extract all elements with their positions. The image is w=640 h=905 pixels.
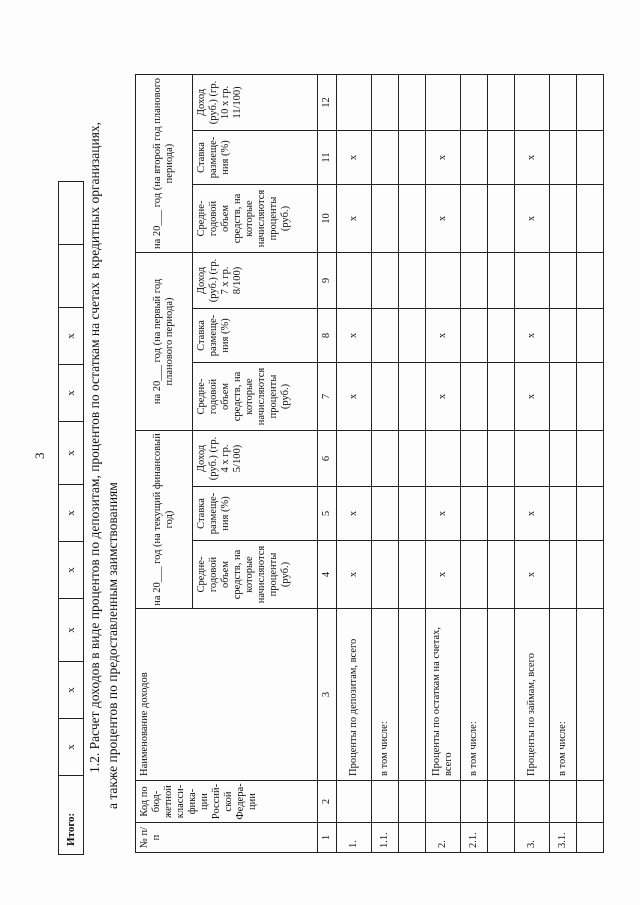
- total-cell: x: [59, 308, 84, 365]
- row-value-cell: x: [515, 541, 550, 609]
- row-value-cell: [550, 309, 577, 363]
- row-value-cell: [399, 253, 426, 309]
- row-value-cell: [461, 309, 488, 363]
- row-value-cell: [550, 75, 577, 131]
- col-number: 4: [318, 541, 337, 609]
- section-heading: [86, 19, 122, 809]
- header-volume: Среднегодовой объем средств, на которые начисляются проценты (руб.): [193, 185, 318, 253]
- row-value-cell: [488, 363, 515, 431]
- row-code-cell: [399, 781, 426, 823]
- row-value-cell: [372, 185, 399, 253]
- row-value-cell: [577, 253, 604, 309]
- row-value-cell: [550, 363, 577, 431]
- row-value-cell: x: [426, 363, 461, 431]
- heading-line-1: 1.2. Расчет доходов в виде процентов по депозитам, процентов по остаткам на счетах в кредитных организациях,: [87, 121, 102, 773]
- row-number-cell: 1.: [337, 823, 372, 853]
- row-value-cell: [577, 75, 604, 131]
- row-code-cell: [461, 781, 488, 823]
- row-value-cell: [399, 541, 426, 609]
- col-number: 6: [318, 431, 337, 487]
- header-code: Код по бюджетной классификации Российской Федерации: [136, 781, 318, 823]
- row-value-cell: [488, 253, 515, 309]
- row-value-cell: [461, 431, 488, 487]
- row-value-cell: [399, 131, 426, 185]
- row-value-cell: x: [515, 487, 550, 541]
- table-row: [399, 75, 426, 853]
- col-number: 8: [318, 309, 337, 363]
- header-income: Доход (руб.) (гр. 7 х гр. 8/100): [193, 253, 318, 309]
- row-value-cell: [488, 185, 515, 253]
- row-value-cell: x: [426, 185, 461, 253]
- heading-line-2: а также процентов по предоставленным заимствованиям: [105, 482, 120, 809]
- page-number: 3: [32, 452, 47, 459]
- header-volume: Среднегодовой объем средств, на которые начисляются проценты (руб.): [193, 541, 318, 609]
- col-number: 10: [318, 185, 337, 253]
- row-value-cell: [577, 541, 604, 609]
- row-value-cell: [461, 363, 488, 431]
- header-volume: Среднегодовой объем средств, на которые начисляются проценты (руб.): [193, 363, 318, 431]
- table-row: [488, 75, 515, 853]
- row-value-cell: x: [515, 131, 550, 185]
- row-number-cell: 1.1.: [372, 823, 399, 853]
- table-row: [337, 75, 372, 853]
- row-code-cell: [577, 781, 604, 823]
- header-num: № п/п: [136, 823, 318, 853]
- row-value-cell: [372, 253, 399, 309]
- row-name-cell: [399, 609, 426, 781]
- row-value-cell: [550, 185, 577, 253]
- total-cell: x: [59, 662, 84, 719]
- total-cell: [59, 245, 84, 308]
- header-period-1: на 20___ год (на текущий финансовый год): [136, 431, 193, 609]
- row-value-cell: [577, 431, 604, 487]
- row-name-cell: в том числе:: [372, 609, 399, 781]
- row-number-cell: [399, 823, 426, 853]
- row-value-cell: [488, 131, 515, 185]
- col-number: 1: [318, 823, 337, 853]
- row-code-cell: [550, 781, 577, 823]
- table-row: [515, 75, 550, 853]
- row-value-cell: [337, 75, 372, 131]
- row-name-cell: Проценты по займам, всего: [515, 609, 550, 781]
- row-value-cell: [550, 541, 577, 609]
- row-code-cell: [337, 781, 372, 823]
- row-number-cell: [488, 823, 515, 853]
- row-name-cell: в том числе:: [550, 609, 577, 781]
- total-cell: x: [59, 542, 84, 599]
- row-value-cell: [461, 253, 488, 309]
- row-value-cell: [577, 131, 604, 185]
- row-value-cell: [399, 363, 426, 431]
- table-row: [372, 75, 399, 853]
- row-value-cell: [372, 363, 399, 431]
- row-value-cell: [515, 75, 550, 131]
- col-number: 12: [318, 75, 337, 131]
- row-value-cell: [399, 75, 426, 131]
- row-value-cell: [461, 131, 488, 185]
- row-value-cell: [461, 75, 488, 131]
- total-cell: x: [59, 599, 84, 662]
- row-value-cell: x: [426, 131, 461, 185]
- total-label: Итого:: [59, 776, 84, 855]
- row-value-cell: [550, 487, 577, 541]
- row-value-cell: [550, 131, 577, 185]
- row-value-cell: [372, 487, 399, 541]
- row-value-cell: [488, 309, 515, 363]
- row-value-cell: [372, 131, 399, 185]
- row-value-cell: x: [426, 541, 461, 609]
- row-value-cell: x: [337, 131, 372, 185]
- row-number-cell: 2.: [426, 823, 461, 853]
- row-value-cell: x: [337, 309, 372, 363]
- total-row: [59, 182, 84, 855]
- row-value-cell: [488, 75, 515, 131]
- row-name-cell: Проценты по остаткам на счетах, всего: [426, 609, 461, 781]
- row-value-cell: [488, 431, 515, 487]
- row-value-cell: [399, 431, 426, 487]
- row-value-cell: x: [337, 487, 372, 541]
- row-value-cell: [399, 309, 426, 363]
- row-value-cell: [399, 487, 426, 541]
- table-row: [426, 75, 461, 853]
- header-row-1: [136, 75, 193, 853]
- header-rate: Ставка размещения (%): [193, 487, 318, 541]
- header-period-2: на 20___ год (на первый год планового периода): [136, 253, 193, 431]
- row-value-cell: [488, 487, 515, 541]
- row-code-cell: [372, 781, 399, 823]
- header-period-3: на 20___ год (на второй год планового периода): [136, 75, 193, 253]
- row-value-cell: x: [337, 363, 372, 431]
- row-value-cell: x: [337, 541, 372, 609]
- row-value-cell: [372, 431, 399, 487]
- row-value-cell: [461, 185, 488, 253]
- col-number: 11: [318, 131, 337, 185]
- row-value-cell: [372, 541, 399, 609]
- row-value-cell: [426, 431, 461, 487]
- total-cell: x: [59, 719, 84, 776]
- row-code-cell: [426, 781, 461, 823]
- table-row: [550, 75, 577, 853]
- col-number: 2: [318, 781, 337, 823]
- row-value-cell: x: [515, 363, 550, 431]
- row-value-cell: [337, 431, 372, 487]
- column-numbers-row: [318, 75, 337, 853]
- row-name-cell: в том числе:: [461, 609, 488, 781]
- total-cell: [59, 182, 84, 245]
- row-value-cell: [515, 431, 550, 487]
- header-name: Наименование доходов: [136, 609, 318, 781]
- row-value-cell: [461, 487, 488, 541]
- header-rate: Ставка размещения (%): [193, 309, 318, 363]
- total-cell: x: [59, 485, 84, 542]
- row-name-cell: [488, 609, 515, 781]
- row-code-cell: [515, 781, 550, 823]
- col-number: 9: [318, 253, 337, 309]
- row-value-cell: [577, 309, 604, 363]
- total-table: [58, 181, 84, 855]
- income-table: [135, 74, 604, 853]
- row-value-cell: x: [426, 487, 461, 541]
- row-name-cell: [577, 609, 604, 781]
- row-value-cell: x: [337, 185, 372, 253]
- row-value-cell: x: [515, 185, 550, 253]
- row-number-cell: [577, 823, 604, 853]
- row-value-cell: x: [426, 309, 461, 363]
- header-rate: Ставка размещения (%): [193, 131, 318, 185]
- row-value-cell: [372, 309, 399, 363]
- total-cell: x: [59, 422, 84, 485]
- row-value-cell: [577, 487, 604, 541]
- row-value-cell: [577, 185, 604, 253]
- row-value-cell: [550, 253, 577, 309]
- row-value-cell: [399, 185, 426, 253]
- row-value-cell: [550, 431, 577, 487]
- col-number: 3: [318, 609, 337, 781]
- table-row: [461, 75, 488, 853]
- row-value-cell: [426, 253, 461, 309]
- row-number-cell: 2.1.: [461, 823, 488, 853]
- row-name-cell: Проценты по депозитам, всего: [337, 609, 372, 781]
- row-value-cell: x: [515, 309, 550, 363]
- row-value-cell: [461, 541, 488, 609]
- data-rows: [337, 75, 604, 853]
- row-number-cell: 3.: [515, 823, 550, 853]
- row-value-cell: [488, 541, 515, 609]
- col-number: 5: [318, 487, 337, 541]
- total-cell: x: [59, 365, 84, 422]
- row-value-cell: [515, 253, 550, 309]
- table-row: [577, 75, 604, 853]
- row-value-cell: [426, 75, 461, 131]
- header-income: Доход (руб.) (гр. 10 х гр. 11/100): [193, 75, 318, 131]
- row-value-cell: [577, 363, 604, 431]
- header-income: Доход (руб.) (гр. 4 х гр. 5/100): [193, 431, 318, 487]
- row-value-cell: [372, 75, 399, 131]
- row-code-cell: [488, 781, 515, 823]
- row-number-cell: 3.1.: [550, 823, 577, 853]
- col-number: 7: [318, 363, 337, 431]
- row-value-cell: [337, 253, 372, 309]
